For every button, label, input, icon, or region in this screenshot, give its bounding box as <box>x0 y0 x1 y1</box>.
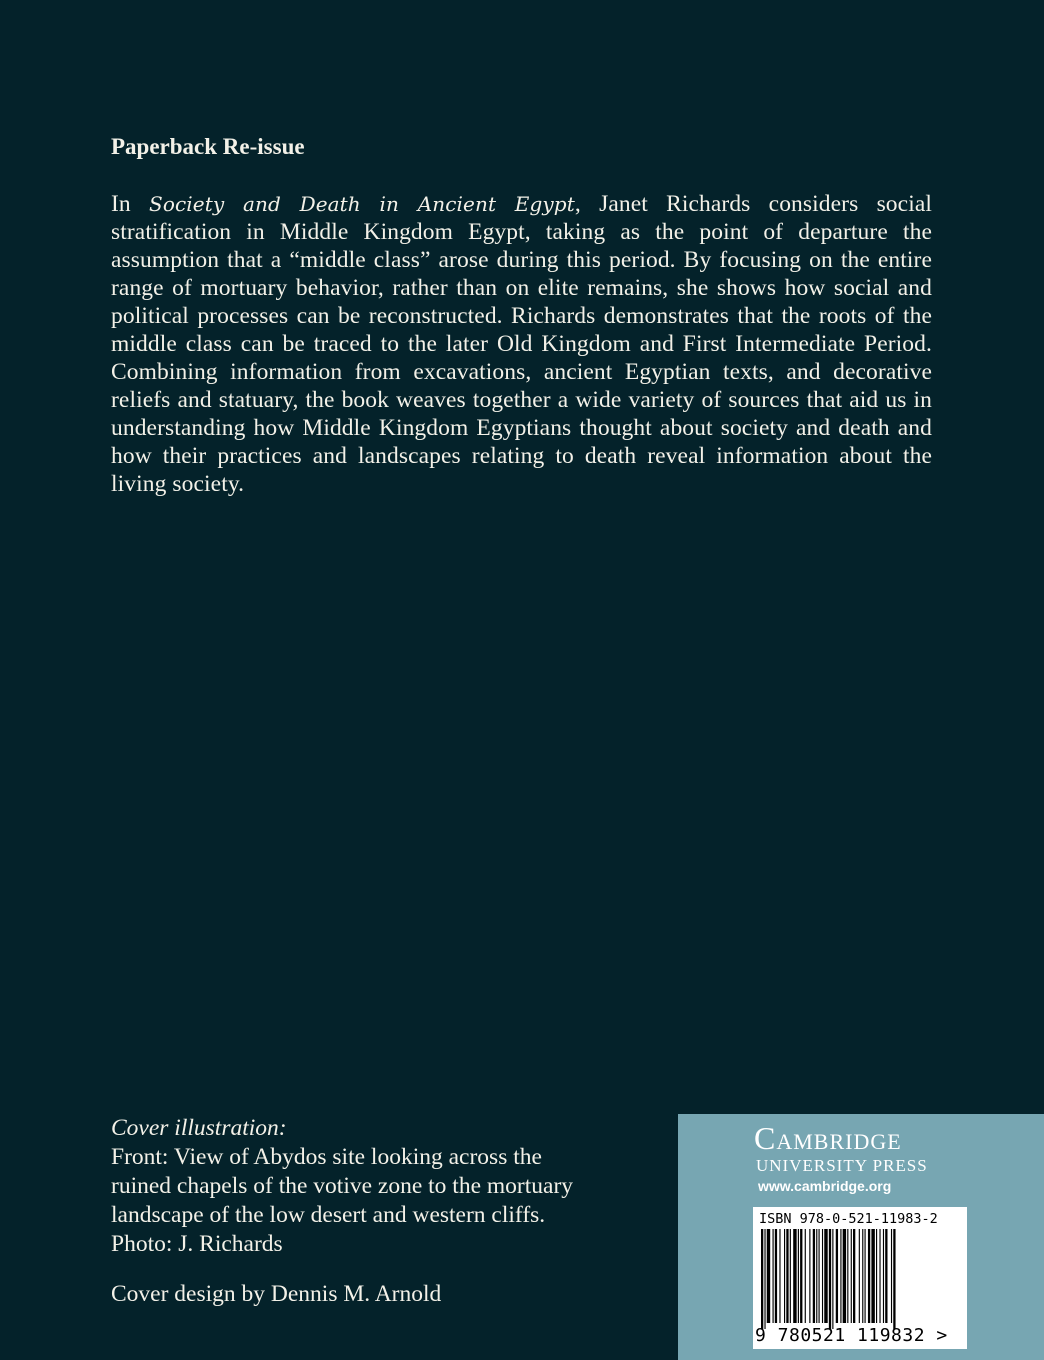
barcode-bar <box>824 1229 827 1323</box>
publisher-url: www.cambridge.org <box>758 1178 892 1194</box>
barcode-bar <box>767 1229 770 1323</box>
cover-illustration-credit <box>111 1114 581 1259</box>
barcode-bar <box>832 1229 833 1329</box>
barcode-bar <box>876 1229 877 1323</box>
barcode-bar <box>843 1229 846 1323</box>
barcode-bar <box>790 1229 791 1323</box>
barcode-bar <box>784 1229 785 1323</box>
barcode-bar <box>764 1229 765 1329</box>
publisher-logo: Cambridge <box>754 1120 902 1156</box>
barcode-bar <box>879 1229 880 1323</box>
barcode-bar <box>775 1229 777 1323</box>
barcode-bar <box>816 1229 817 1323</box>
description-lead: In <box>111 191 150 217</box>
description-body: , Janet Richards considers social stratification in Middle Kingdom Egypt, taking as the point of departure the assumption that a “middle class” arose during this period. By focusing on the entire range of mortuary behavior, rather than on elite remains, she shows how social and political processes can be reconstructed. Richards demonstrates that the roots of the middle class can be traced to the later Old Kingdom and First Intermediate Period. Combining information from excavations, ancient Egyptian texts, and decorative reliefs and statuary, the book weaves together a wide variety of sources that aid us in understanding how Middle Kingdom Egyptians thought about society and death and how their practices and landscapes relating to death reveal information about the living society. <box>111 191 932 497</box>
barcode-bar <box>761 1229 763 1329</box>
edition-label: Paperback Re-issue <box>111 134 305 159</box>
barcode-bar <box>798 1229 799 1323</box>
barcode-bar <box>840 1229 841 1323</box>
barcode-bar <box>800 1229 802 1323</box>
barcode-bar <box>773 1229 774 1323</box>
barcode-bar <box>853 1229 855 1323</box>
publisher-panel <box>678 1114 1044 1360</box>
barcode-bar <box>819 1229 820 1323</box>
barcode-bar <box>868 1229 870 1323</box>
barcode-bar <box>891 1229 892 1323</box>
barcode-bar <box>793 1229 796 1323</box>
barcode-digits: 9 780521 119832 > <box>755 1325 948 1346</box>
barcode-bar <box>871 1229 874 1323</box>
barcode-bar <box>883 1229 884 1323</box>
cover-design-credit: Cover design by Dennis M. Arnold <box>111 1281 442 1307</box>
barcode-bar <box>779 1229 780 1323</box>
book-title: Society and Death in Ancient Egypt <box>149 192 575 216</box>
barcode-bar <box>786 1229 788 1323</box>
barcode-bar <box>862 1229 863 1323</box>
book-description <box>111 190 932 498</box>
barcode-bar <box>822 1229 823 1323</box>
barcode-bar <box>885 1229 887 1323</box>
publisher-subname: UNIVERSITY PRESS <box>756 1156 928 1175</box>
isbn-barcode <box>753 1207 967 1349</box>
barcode-bar <box>859 1229 860 1323</box>
barcode-bar <box>893 1229 895 1329</box>
barcode-bar <box>851 1229 852 1323</box>
barcode-bar <box>847 1229 848 1323</box>
cover-illustration-text: Front: View of Abydos site looking across the ruined chapels of the votive zone to the mortuary landscape of the low desert and western cliffs. Photo: J. Richards <box>111 1144 574 1257</box>
barcode-bar <box>809 1229 810 1323</box>
barcode-bar <box>805 1229 806 1323</box>
cover-illustration-heading: Cover illustration: <box>111 1115 287 1141</box>
barcode-bar <box>829 1229 831 1329</box>
barcode-bar <box>865 1229 866 1323</box>
isbn-label: ISBN 978-0-521-11983-2 <box>759 1211 938 1227</box>
barcode-bar <box>813 1229 815 1323</box>
barcode-bar <box>836 1229 838 1323</box>
